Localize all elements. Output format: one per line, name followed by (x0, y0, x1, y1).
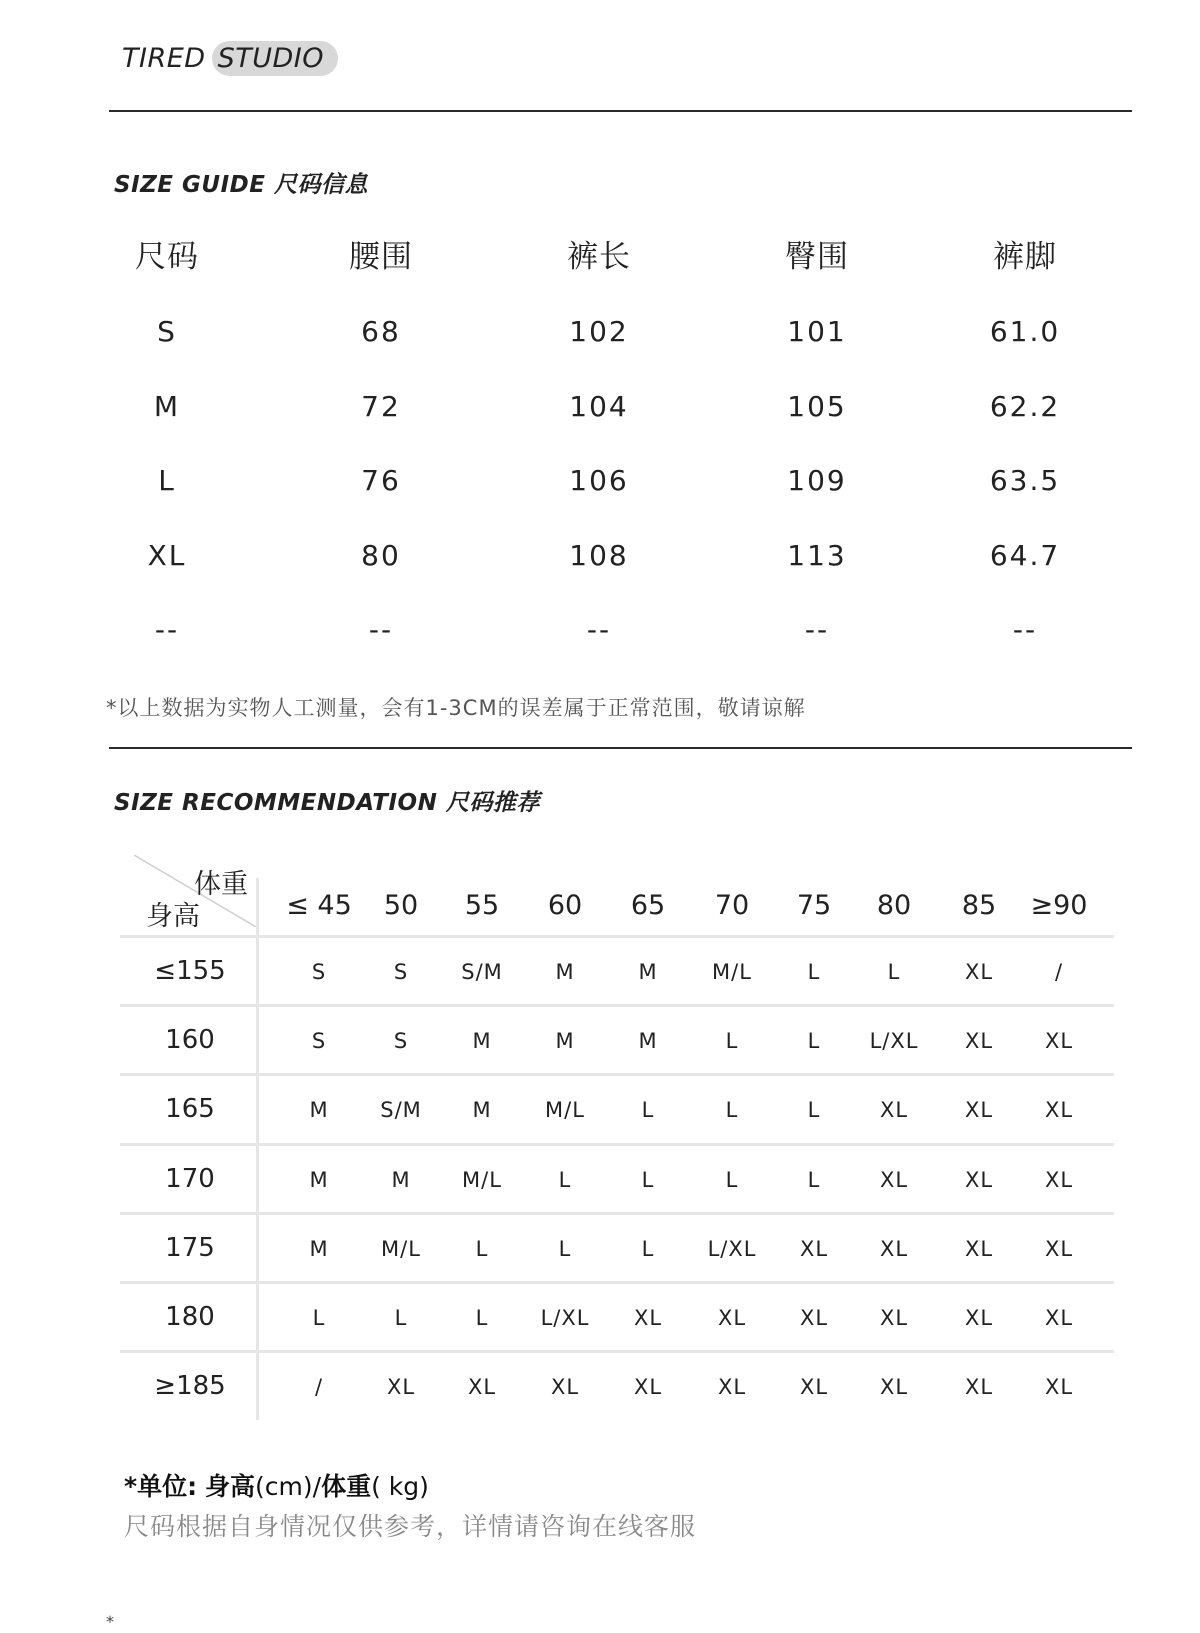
size-guide-cell: 108 (569, 539, 629, 572)
recommended-size-cell: XL (879, 1168, 909, 1192)
weight-header-cell: ≥90 (1030, 890, 1088, 921)
recommended-size-cell: L (725, 1029, 739, 1053)
size-recommendation-title: SIZE RECOMMENDATION 尺码推荐 (114, 790, 540, 816)
size-guide-cell: 101 (787, 315, 847, 348)
recommended-size-cell: L (641, 1098, 655, 1122)
recommended-size-cell: L (475, 1237, 489, 1261)
recommended-size-cell: XL (1044, 1168, 1074, 1192)
recommended-size-cell: S (393, 1029, 409, 1053)
recommended-size-cell: XL (964, 1306, 994, 1330)
recommended-size-cell: XL (633, 1306, 663, 1330)
size-guide-cell: 109 (787, 464, 847, 497)
recommended-size-cell: XL (386, 1375, 416, 1399)
recommended-size-cell: XL (1044, 1237, 1074, 1261)
recommended-size-cell: M/L (712, 960, 752, 984)
size-guide-cell: 105 (787, 390, 847, 423)
size-guide-cell: -- (586, 613, 612, 646)
recommended-size-cell: M/L (545, 1098, 585, 1122)
size-guide-cell: 61.0 (989, 315, 1061, 348)
recommended-size-cell: / (1054, 960, 1064, 984)
height-row-label: ≤155 (154, 956, 226, 986)
unit-height-unit: (cm)/ (255, 1472, 322, 1501)
corner-height-label: 身高 (146, 901, 200, 932)
size-guide-header-row (0, 232, 1200, 282)
size-guide-cell: -- (368, 613, 394, 646)
weight-header-cell: 70 (714, 890, 750, 921)
recommended-size-cell: L (312, 1306, 326, 1330)
unit-height-label: 身高 (205, 1472, 256, 1501)
size-guide-row (0, 456, 1200, 506)
recommended-size-cell: S/M (380, 1098, 422, 1122)
recommended-size-cell: M (309, 1098, 329, 1122)
unit-weight-label: 体重 (321, 1472, 372, 1501)
recommended-size-cell: L/XL (869, 1029, 919, 1053)
recommended-size-cell: XL (964, 1375, 994, 1399)
recommended-size-cell: L (558, 1168, 572, 1192)
size-guide-cell: M (153, 390, 181, 423)
recommended-size-cell: / (314, 1375, 324, 1399)
size-guide-header-cell: 尺码 (135, 239, 199, 275)
recommended-size-cell: L (394, 1306, 408, 1330)
recommended-size-cell: M (391, 1168, 411, 1192)
recommended-size-cell: M (472, 1029, 492, 1053)
recommended-size-cell: L (725, 1168, 739, 1192)
recommended-size-cell: XL (964, 1168, 994, 1192)
recommended-size-cell: L/XL (707, 1237, 757, 1261)
recommended-size-cell: L (475, 1306, 489, 1330)
recommended-size-cell: XL (879, 1098, 909, 1122)
recommended-size-cell: XL (964, 1029, 994, 1053)
size-guide-cell: 80 (361, 539, 401, 572)
size-guide-header-cell: 裤脚 (993, 239, 1057, 275)
recommended-size-cell: L (641, 1168, 655, 1192)
recommended-size-cell: L (558, 1237, 572, 1261)
row-divider (120, 1073, 1114, 1076)
top-divider (109, 110, 1132, 112)
unit-label: *单位: (124, 1472, 198, 1501)
recommended-size-cell: M (472, 1098, 492, 1122)
size-guide-row (0, 307, 1200, 357)
recommended-size-cell: XL (964, 1098, 994, 1122)
size-guide-header-cell: 腰围 (349, 239, 413, 275)
recommended-size-cell: L/XL (540, 1306, 590, 1330)
recommended-size-cell: S (393, 960, 409, 984)
recommended-size-cell: S (311, 960, 327, 984)
recommended-size-cell: XL (1044, 1375, 1074, 1399)
height-row-label: ≥185 (154, 1371, 226, 1401)
weight-header-cell: 65 (630, 890, 666, 921)
row-divider (120, 1281, 1114, 1284)
advice-note: 尺码根据自身情况仅供参考，详情请咨询在线客服 (124, 1512, 697, 1541)
recommended-size-cell: M (309, 1168, 329, 1192)
recommended-size-cell: L (807, 1029, 821, 1053)
recommended-size-cell: M (638, 1029, 658, 1053)
size-guide-cell: 64.7 (989, 539, 1061, 572)
measurement-note: *以上数据为实物人工测量，会有1-3CM的误差属于正常范围，敬请谅解 (106, 696, 806, 720)
recommended-size-cell: M (309, 1237, 329, 1261)
size-guide-title: SIZE GUIDE 尺码信息 (114, 172, 368, 198)
recommended-size-cell: M/L (381, 1237, 421, 1261)
recommended-size-cell: XL (1044, 1098, 1074, 1122)
size-guide-cell: -- (154, 613, 180, 646)
row-header-divider (256, 878, 259, 1420)
recommended-size-cell: XL (1044, 1029, 1074, 1053)
height-row-label: 160 (165, 1025, 215, 1055)
brand-text-tired: TIRED (122, 42, 206, 74)
size-guide-cell: XL (147, 539, 187, 572)
recommended-size-cell: XL (964, 960, 994, 984)
recommended-size-cell: L (641, 1237, 655, 1261)
recommended-size-cell: L (807, 1168, 821, 1192)
brand-text-studio: STUDIO (212, 41, 338, 76)
weight-header-cell: 75 (796, 890, 832, 921)
weight-header-cell: ≤ 45 (286, 890, 352, 921)
recommended-size-cell: S/M (461, 960, 503, 984)
size-guide-cell: 76 (361, 464, 401, 497)
unit-note (124, 1467, 429, 1503)
recommended-size-cell: XL (964, 1237, 994, 1261)
height-row-label: 180 (165, 1302, 215, 1332)
row-divider (120, 1004, 1114, 1007)
row-divider (120, 1350, 1114, 1353)
recommended-size-cell: M (555, 1029, 575, 1053)
recommended-size-cell: XL (879, 1306, 909, 1330)
recommended-size-cell: XL (1044, 1306, 1074, 1330)
footer-asterisk: * (106, 1612, 114, 1631)
recommended-size-cell: L (807, 1098, 821, 1122)
height-row-label: 175 (165, 1233, 215, 1263)
recommended-size-cell: XL (879, 1375, 909, 1399)
row-divider (120, 1212, 1114, 1215)
recommended-size-cell: XL (799, 1306, 829, 1330)
size-guide-header-cell: 裤长 (567, 239, 631, 275)
recommended-size-cell: XL (799, 1237, 829, 1261)
recommended-size-cell: XL (717, 1375, 747, 1399)
size-guide-cell: 63.5 (989, 464, 1061, 497)
weight-header-cell: 55 (464, 890, 500, 921)
size-guide-row (0, 605, 1200, 655)
recommended-size-cell: XL (717, 1306, 747, 1330)
recommended-size-cell: M (555, 960, 575, 984)
size-guide-cell: L (158, 464, 176, 497)
size-guide-cell: 62.2 (989, 390, 1061, 423)
size-guide-row (0, 531, 1200, 581)
corner-weight-label: 体重 (194, 869, 248, 900)
recommended-size-cell: M/L (462, 1168, 502, 1192)
weight-header-cell: 85 (961, 890, 997, 921)
recommended-size-cell: L (725, 1098, 739, 1122)
size-guide-cell: 68 (361, 315, 401, 348)
size-guide-cell: 72 (361, 390, 401, 423)
size-guide-cell: 104 (569, 390, 629, 423)
recommended-size-cell: S (311, 1029, 327, 1053)
size-guide-cell: 102 (569, 315, 629, 348)
weight-header-cell: 60 (547, 890, 583, 921)
recommended-size-cell: XL (633, 1375, 663, 1399)
recommended-size-cell: L (807, 960, 821, 984)
size-guide-cell: -- (1012, 613, 1038, 646)
height-row-label: 170 (165, 1164, 215, 1194)
recommended-size-cell: XL (879, 1237, 909, 1261)
recommended-size-cell: XL (467, 1375, 497, 1399)
unit-weight-unit: ( kg) (371, 1472, 429, 1501)
size-guide-cell: S (157, 315, 177, 348)
height-row-label: 165 (165, 1094, 215, 1124)
size-guide-cell: 113 (787, 539, 847, 572)
row-divider (120, 935, 1114, 938)
middle-divider (109, 747, 1132, 749)
weight-header-cell: 80 (876, 890, 912, 921)
row-divider (120, 1143, 1114, 1146)
recommended-size-cell: M (638, 960, 658, 984)
size-guide-header-cell: 臀围 (785, 239, 849, 275)
size-guide-cell: 106 (569, 464, 629, 497)
recommended-size-cell: XL (550, 1375, 580, 1399)
recommended-size-cell: XL (799, 1375, 829, 1399)
size-guide-row (0, 382, 1200, 432)
weight-header-cell: 50 (383, 890, 419, 921)
size-guide-cell: -- (804, 613, 830, 646)
brand-logo (122, 40, 338, 76)
recommended-size-cell: L (887, 960, 901, 984)
